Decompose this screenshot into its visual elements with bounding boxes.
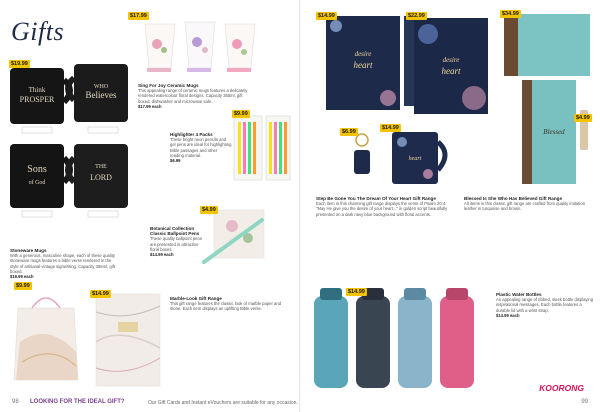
- price-tag-highlighters: $9.99: [234, 111, 248, 117]
- caption-heading: Stoneware Mugs: [10, 248, 47, 253]
- water-bottles-illustration: [306, 286, 488, 390]
- svg-text:Believes: Believes: [85, 90, 117, 100]
- caption-text: These quality ballpoint pens are presented in attractive floral boxes.: [150, 236, 202, 252]
- svg-text:heart: heart: [408, 156, 422, 162]
- black-mugs-image: [8, 62, 134, 242]
- caption-bottles: [496, 292, 594, 318]
- caption-text: An appealing range of ribbed, sleek bottle displaying inspirational messages. Each bottle features a durable lid with a wrist strap.: [496, 297, 594, 313]
- price-tag-ceramic-mugs: $17.99: [130, 13, 147, 19]
- marble-book-image: [92, 292, 166, 390]
- footer-subtext: Our Gift Cards and Instant eVouchers are suitable for any occasion.: [148, 399, 298, 406]
- caption-highlighters: [170, 132, 232, 163]
- caption-text: This gift range features the classic look of marble paper and stone. Each item displays an uplifting Bible verse.: [170, 301, 282, 312]
- price-tag-notebook: $14.99: [318, 13, 335, 19]
- turquoise-journal-illustration: [500, 10, 596, 190]
- page-number-left: 98: [12, 399, 19, 405]
- caption-heading: Botanical Collection Classic Ballpoint Pens: [150, 226, 200, 237]
- gift-bag-illustration: [12, 282, 82, 382]
- price-tag-gift-bag: $9.99: [16, 283, 30, 289]
- page-gutter: [299, 0, 301, 412]
- caption-journal-range: [316, 196, 454, 217]
- caption-price: $14.99 each: [496, 312, 520, 318]
- caption-text: Each item in this charming gift range displays the verse of Psalm 20:4. "May He give you the desire of your heart..." in golden script beautifully presented on a dark navy blue background with floral accents.: [316, 201, 448, 217]
- caption-text: This appealing range of ceramic mugs features a delicately rendered watercolour floral designs. Capacity 355ml, gift boxed, dishwasher and microwave safe.: [138, 88, 248, 104]
- floral-notebook-image: [320, 12, 422, 114]
- ceramic-mugs-image: [137, 14, 267, 80]
- price-tag-journal: $34.99: [502, 11, 519, 17]
- pens-illustration: [200, 206, 270, 266]
- caption-price: $19.99 each: [10, 274, 34, 280]
- caption-text: All items in this classic gift range are crafted from quality imitation leather in turquoise and brown.: [464, 201, 586, 212]
- caption-heading: Marble-Look Gift Range: [170, 296, 222, 301]
- caption-heading: Highlighter 4 Packs: [170, 132, 213, 137]
- caption-heading: Sing For Joy Ceramic Mugs: [138, 83, 199, 88]
- svg-text:THE: THE: [95, 164, 107, 170]
- page-footer: [0, 395, 600, 412]
- highlighters-illustration: [232, 112, 292, 184]
- caption-text: These bright neon pencils and gel pens are ideal for highlighting Bible passages and other reading material.: [170, 137, 232, 158]
- floral-notebook-illustration: [320, 12, 422, 114]
- svg-text:desire: desire: [442, 56, 460, 64]
- ceramic-mugs-illustration: [137, 14, 267, 80]
- svg-text:PROSPER: PROSPER: [19, 95, 55, 104]
- caption-black-mugs: [10, 248, 120, 279]
- turquoise-journal-image: [500, 10, 596, 190]
- svg-text:WHO: WHO: [93, 84, 109, 90]
- price-tag-keyring: $6.99: [342, 129, 356, 135]
- floral-planner-image: [410, 14, 496, 118]
- price-tag-pens: $4.99: [202, 207, 216, 213]
- brand-logo: KOORONG: [539, 383, 584, 393]
- caption-text: With a generous, masculine shape, each of these quality stoneware mugs features a bible verse rendered in the style of artisanal vintage signwriting. Capacity 355ml, gift boxed.: [10, 253, 115, 274]
- svg-text:heart: heart: [441, 66, 461, 76]
- caption-ceramic-mugs: [138, 83, 250, 109]
- black-mugs-illustration: [8, 62, 134, 242]
- price-tag-black-mugs: $19.99: [11, 61, 28, 67]
- price-tag-bookmark: $4.99: [576, 115, 590, 121]
- price-tag-marble-book: $14.99: [92, 291, 109, 297]
- pens-image: [200, 206, 270, 266]
- water-bottles-image: [306, 286, 488, 390]
- svg-text:Blessed: Blessed: [543, 128, 565, 136]
- svg-text:of God: of God: [28, 180, 46, 186]
- marble-book-illustration: [92, 292, 166, 390]
- keyring-illustration: [350, 132, 374, 178]
- price-tag-bottles: $14.99: [348, 289, 365, 295]
- caption-price: $17.99 each: [138, 103, 162, 109]
- caption-price: $6.99: [170, 158, 181, 164]
- page-number-right: 99: [581, 399, 588, 405]
- footer-headline: LOOKING FOR THE IDEAL GIFT?: [30, 399, 125, 405]
- caption-heading: Blessed Is She Who Has Believed Gift Range: [464, 196, 563, 201]
- caption-heading: Plastic Water Bottles: [496, 292, 542, 297]
- floral-mug-illustration: [386, 126, 458, 188]
- floral-planner-illustration: [410, 14, 496, 118]
- floral-mug-image: [386, 126, 458, 188]
- price-tag-floral-mug: $14.99: [382, 125, 399, 131]
- price-tag-planner: $22.99: [408, 13, 425, 19]
- gift-bag-image: [12, 282, 82, 382]
- caption-pens: [150, 226, 208, 257]
- svg-text:desire: desire: [354, 50, 372, 58]
- svg-text:Sons: Sons: [27, 164, 47, 175]
- svg-text:heart: heart: [353, 60, 373, 70]
- svg-text:LORD: LORD: [90, 173, 112, 182]
- keyring-image: [350, 132, 374, 178]
- caption-heading: Step Be Gone You The Dream Of Your Heart Gift Range: [316, 196, 436, 201]
- caption-marble-book: [170, 296, 288, 312]
- page-title: Gifts: [11, 17, 65, 46]
- caption-price: $14.99 each: [150, 252, 174, 258]
- svg-text:Think: Think: [28, 86, 46, 94]
- caption-blessed-range: [464, 196, 594, 212]
- highlighters-image: [232, 112, 292, 184]
